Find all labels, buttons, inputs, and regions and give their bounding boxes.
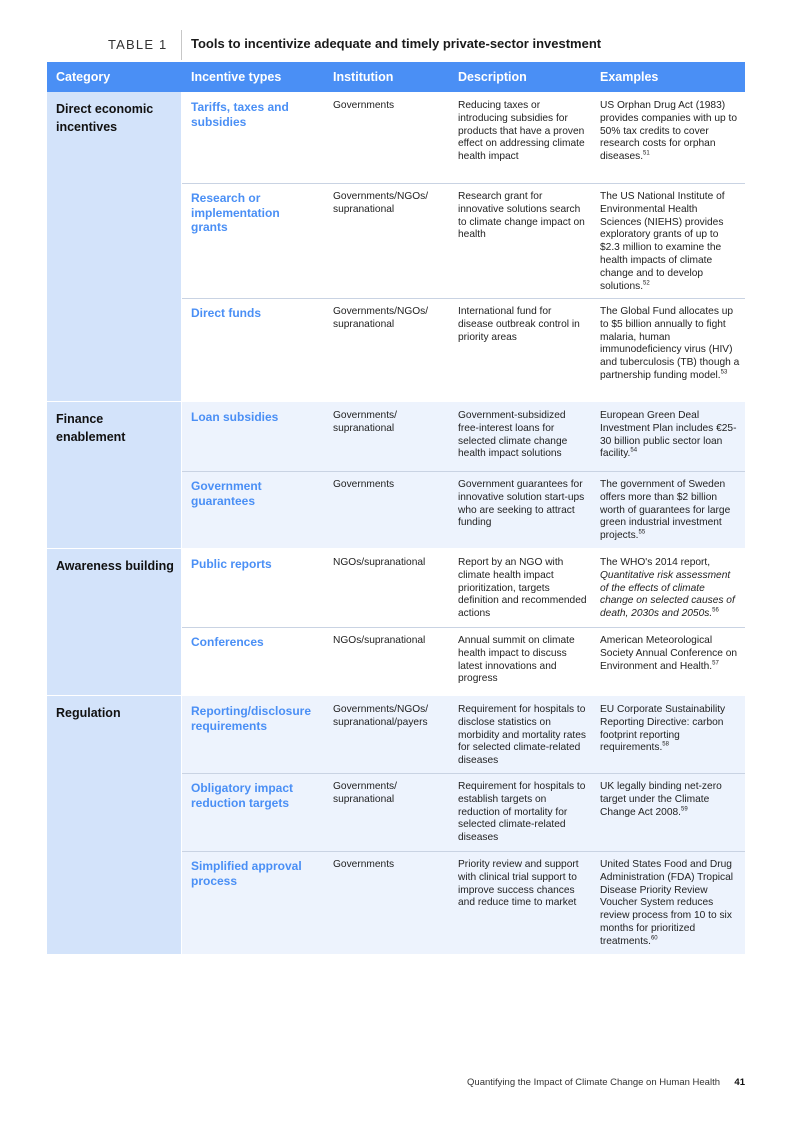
footnote-ref: 54 — [630, 448, 638, 454]
table-row — [182, 471, 745, 548]
title-divider — [181, 30, 182, 60]
incentive-type: Loan subsidies — [191, 410, 279, 424]
table-header — [47, 62, 745, 92]
row-divider — [182, 471, 745, 472]
footnote-ref: 53 — [720, 369, 728, 376]
example-report-title: Quantitative risk assessment of the effects of climate change on selected causes of death, 2030s and 2050s. — [600, 569, 735, 620]
table-label: TABLE 1 — [108, 37, 168, 52]
row-divider — [182, 627, 745, 628]
table-row — [182, 549, 745, 627]
page-number: 41 — [734, 1077, 745, 1088]
footer-title: Quantifying the Impact of Climate Change on Human Health — [467, 1077, 720, 1088]
incentive-type: Public reports — [191, 557, 272, 571]
institution: Governments/NGOs/ supranational — [333, 191, 429, 215]
example — [600, 191, 740, 293]
incentive-type: Research or implementation grants — [191, 191, 280, 234]
footnote-ref: 59 — [681, 806, 688, 813]
example-text: American Meteorological Society Annual Conference on Environment and Health. — [600, 635, 738, 672]
category-cell — [47, 92, 181, 401]
row-divider — [182, 183, 745, 184]
category-label: Finance enablement — [56, 412, 126, 444]
incentive-type: Conferences — [191, 635, 264, 649]
description: Requirement for hospitals to disclose statistics on morbidity and mortality rates for selected climate-related diseases — [458, 704, 586, 767]
example-text: US Orphan Drug Act (1983) provides companies with up to 50% tax credits to cover research costs for orphan diseases. — [600, 100, 738, 163]
institution: Governments — [333, 479, 395, 490]
footnote-ref: 56 — [712, 607, 719, 614]
table-row — [182, 696, 745, 773]
category-label: Awareness building — [56, 559, 174, 573]
category-cell — [47, 696, 181, 954]
example — [600, 557, 740, 621]
example — [600, 410, 740, 461]
footnote-ref: 57 — [712, 660, 719, 667]
footnote-ref: 58 — [662, 742, 669, 748]
institution: Governments/ supranational — [333, 781, 397, 805]
example-text: United States Food and Drug Administration (FDA) Tropical Disease Priority Review Voucher System reduces review process from 10 to six months for prioritized treatments. — [600, 859, 734, 947]
table-row — [182, 402, 745, 471]
description: Priority review and support with clinical trial support to improve success chances and reduce time to market — [458, 859, 579, 909]
example-text: The Global Fund allocates up to $5 billion annually to fight malaria, human immunodeficiency virus (HIV) and tuberculosis (TB) though a partnership funding model. — [600, 306, 740, 381]
example — [600, 100, 740, 164]
description: Government-subsidized free-interest loans for selected climate change health impact solutions — [458, 410, 568, 460]
description: Government guarantees for innovative solution start-ups who are seeking to attract funding — [458, 479, 585, 529]
incentives-table — [47, 62, 745, 947]
example-text: The US National Institute of Environmental Health Sciences (NIEHS) provides exploratory grants of up to $2.3 million to examine the health impacts of climate change and to develop solutions. — [600, 191, 725, 292]
example-text: The WHO's 2014 report, — [600, 557, 711, 568]
incentive-type: Reporting/disclosure requirements — [191, 704, 312, 733]
footnote-ref: 51 — [643, 150, 650, 157]
table-row — [182, 298, 745, 401]
table-row — [182, 183, 745, 298]
description: International fund for disease outbreak control in priority areas — [458, 306, 580, 343]
row-divider — [182, 298, 745, 299]
category-cell — [47, 549, 181, 695]
header-institution: Institution — [333, 70, 394, 84]
institution: Governments — [333, 100, 395, 111]
institution: Governments/ supranational — [333, 410, 397, 434]
category-label: Regulation — [56, 706, 121, 720]
description: Report by an NGO with climate health impact prioritization, targets definition and recommended actions — [458, 557, 587, 620]
institution: Governments — [333, 859, 395, 870]
footnote-ref: 55 — [638, 529, 646, 536]
table-title-row — [0, 30, 793, 60]
category-label: Direct economic incentives — [56, 102, 154, 134]
incentive-type: Tariffs, taxes and subsidies — [191, 100, 289, 129]
example — [600, 635, 740, 673]
example — [600, 479, 740, 543]
header-incentive-types: Incentive types — [191, 70, 282, 84]
institution: NGOs/supranational — [333, 635, 426, 646]
institution: Governments/NGOs/ supranational/payers — [333, 704, 429, 728]
row-divider — [182, 851, 745, 852]
example — [600, 306, 740, 383]
table-row — [182, 851, 745, 954]
category-cell — [47, 402, 181, 548]
incentive-type: Direct funds — [191, 306, 262, 320]
header-examples: Examples — [600, 70, 659, 84]
table-row — [182, 627, 745, 695]
example-text: The government of Sweden offers more than $2 billion worth of guarantees for large green industrial investment projects. — [600, 479, 731, 542]
page-footer — [0, 1077, 793, 1091]
example-text: European Green Deal Investment Plan includes €25-30 billion public sector loan facility. — [600, 410, 737, 460]
example — [600, 781, 740, 819]
institution: NGOs/supranational — [333, 557, 426, 568]
header-description: Description — [458, 70, 527, 84]
incentive-type: Obligatory impact reduction targets — [191, 781, 294, 810]
header-category: Category — [56, 70, 111, 84]
description: Annual summit on climate health impact to discuss latest innovations and progress — [458, 635, 575, 685]
incentive-type: Government guarantees — [191, 479, 262, 508]
row-divider — [182, 773, 745, 774]
institution: Governments/NGOs/ supranational — [333, 306, 429, 330]
example — [600, 704, 740, 755]
description: Requirement for hospitals to establish targets on reduction of mortality for selected climate-related diseases — [458, 781, 586, 844]
footnote-ref: 60 — [650, 935, 658, 942]
description: Research grant for innovative solutions search to climate change impact on health — [458, 191, 585, 241]
table-row — [182, 773, 745, 851]
table-row — [182, 92, 745, 183]
example-text: EU Corporate Sustainability Reporting Directive: carbon footprint reporting requirements. — [600, 704, 726, 754]
table-title: Tools to incentivize adequate and timely private-sector investment — [191, 36, 602, 51]
description: Reducing taxes or introducing subsidies for products that have a proven effect on addressing climate health impact — [458, 100, 585, 163]
example-text: UK legally binding net-zero target under the Climate Change Act 2008. — [600, 781, 722, 818]
footnote-ref: 52 — [643, 280, 650, 287]
incentive-type: Simplified approval process — [191, 859, 302, 888]
example — [600, 859, 740, 949]
